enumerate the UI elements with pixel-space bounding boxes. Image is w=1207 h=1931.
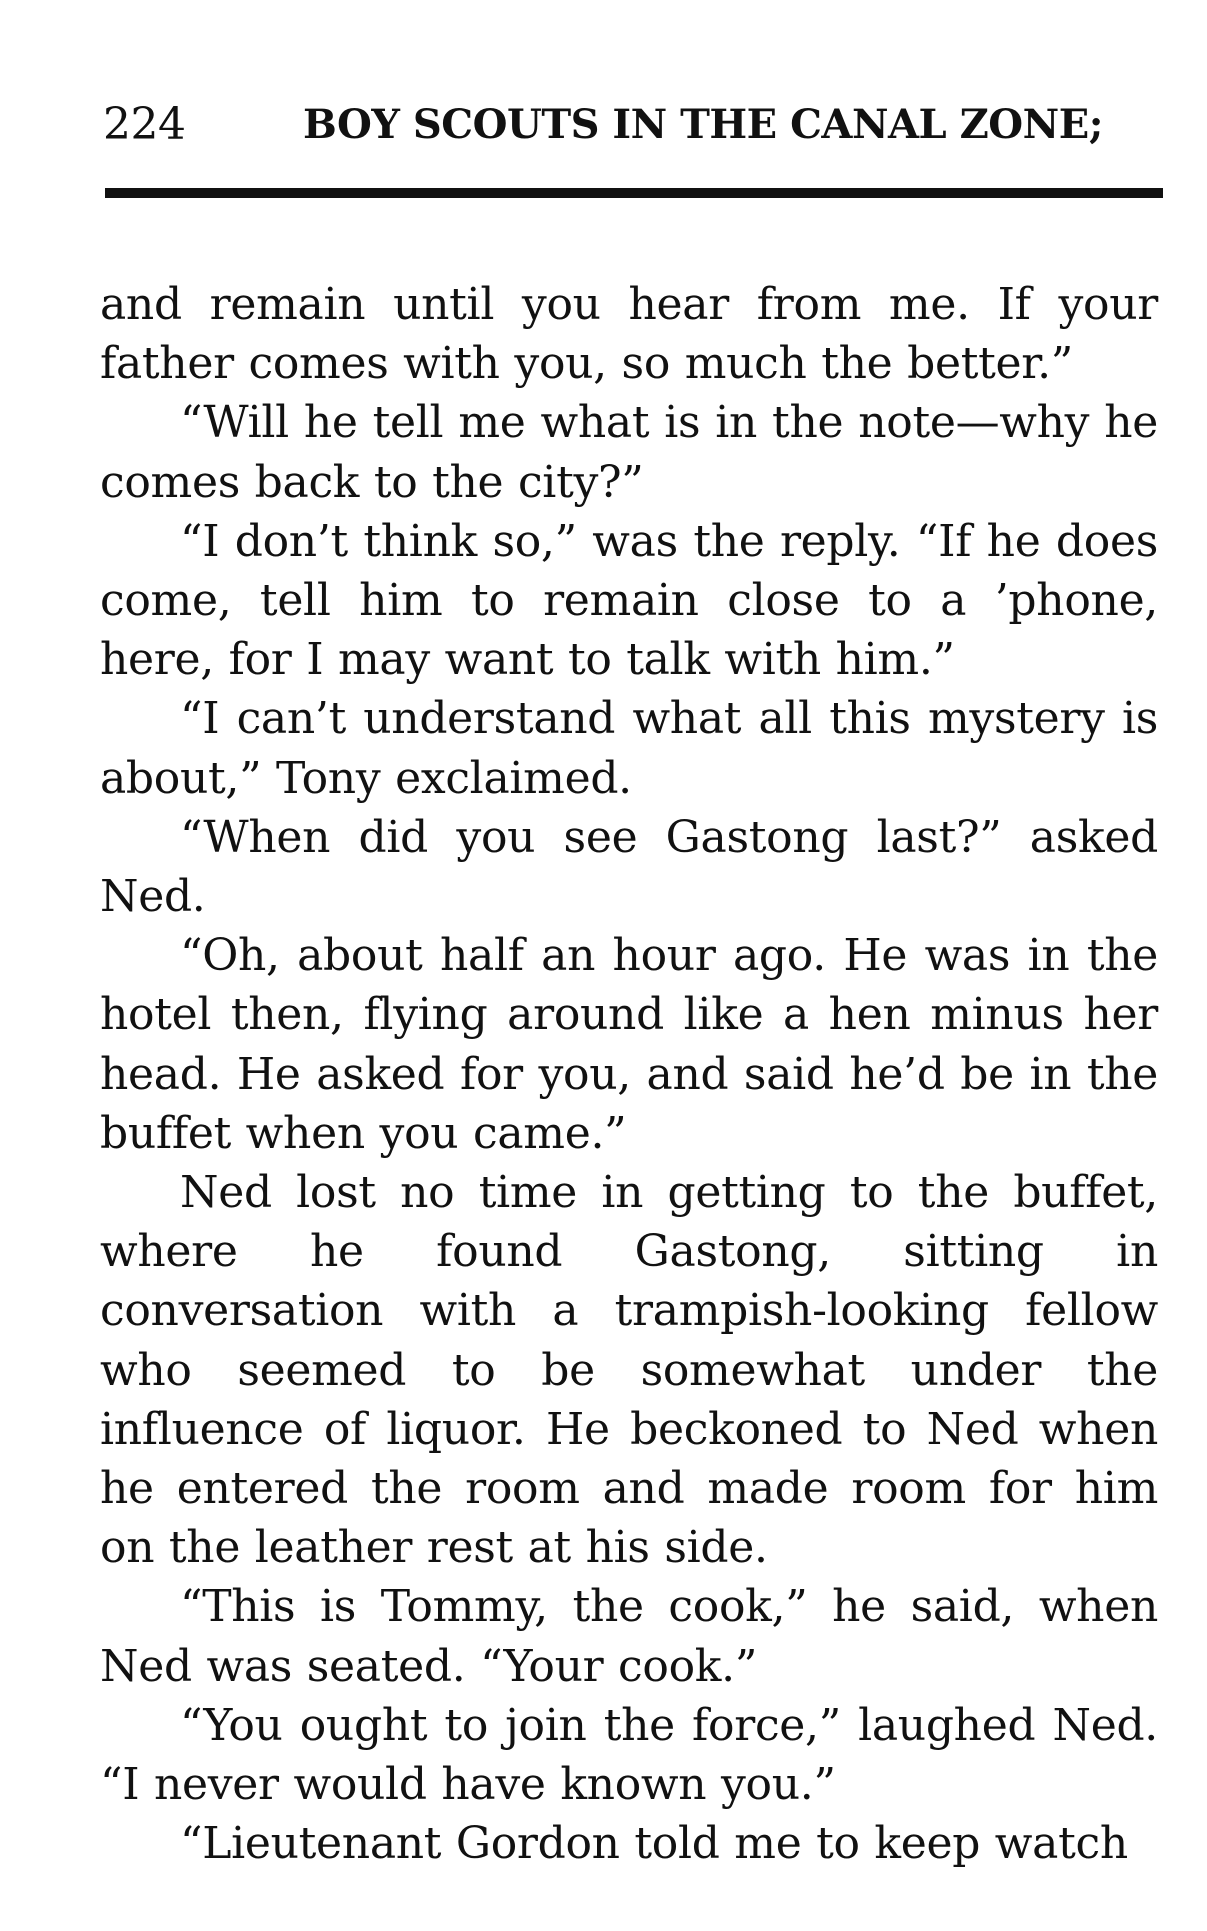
paragraph: “When did you see Gastong last?” asked Ned.: [100, 811, 1158, 923]
paragraph: “I don’t think so,” was the reply. “If he does come, tell him to remain close to a ’phone, here, for I may want to talk with him.”: [100, 515, 1158, 686]
paragraph: “Lieutenant Gordon told me to keep watch: [180, 1818, 1128, 1870]
paragraph: “Oh, about half an hour ago. He was in the hotel then, flying around like a hen minus her head. He asked for you, and said he’d be in the buffet when you came.”: [100, 930, 1158, 1159]
paragraph: “This is Tommy, the cook,” he said, when Ned was seated. “Your cook.”: [100, 1581, 1158, 1692]
paragraph: and remain until you hear from me. If your father comes with you, so much the better.”: [100, 279, 1158, 390]
paragraph: “I can’t understand what all this mystery is about,” Tony exclaimed.: [100, 693, 1158, 804]
paragraph: “Will he tell me what is in the note—why he comes back to the city?”: [100, 397, 1158, 508]
paragraph: “You ought to join the force,” laughed Ned. “I never would have known you.”: [100, 1699, 1158, 1811]
body-text: [100, 275, 1158, 1873]
header-rule: [105, 188, 1163, 198]
running-title: BOY SCOUTS IN THE CANAL ZONE;: [303, 101, 1103, 148]
paragraph: Ned lost no time in getting to the buffet, where he found Gastong, sitting in conversation with a trampish-looking fellow who seemed to be somewhat under the influence of liquor. He beckoned to Ned when he entered the room and made room for him on the leather rest at his side.: [100, 1167, 1158, 1574]
page-header: [103, 95, 1165, 155]
page-number: 224: [103, 99, 186, 150]
